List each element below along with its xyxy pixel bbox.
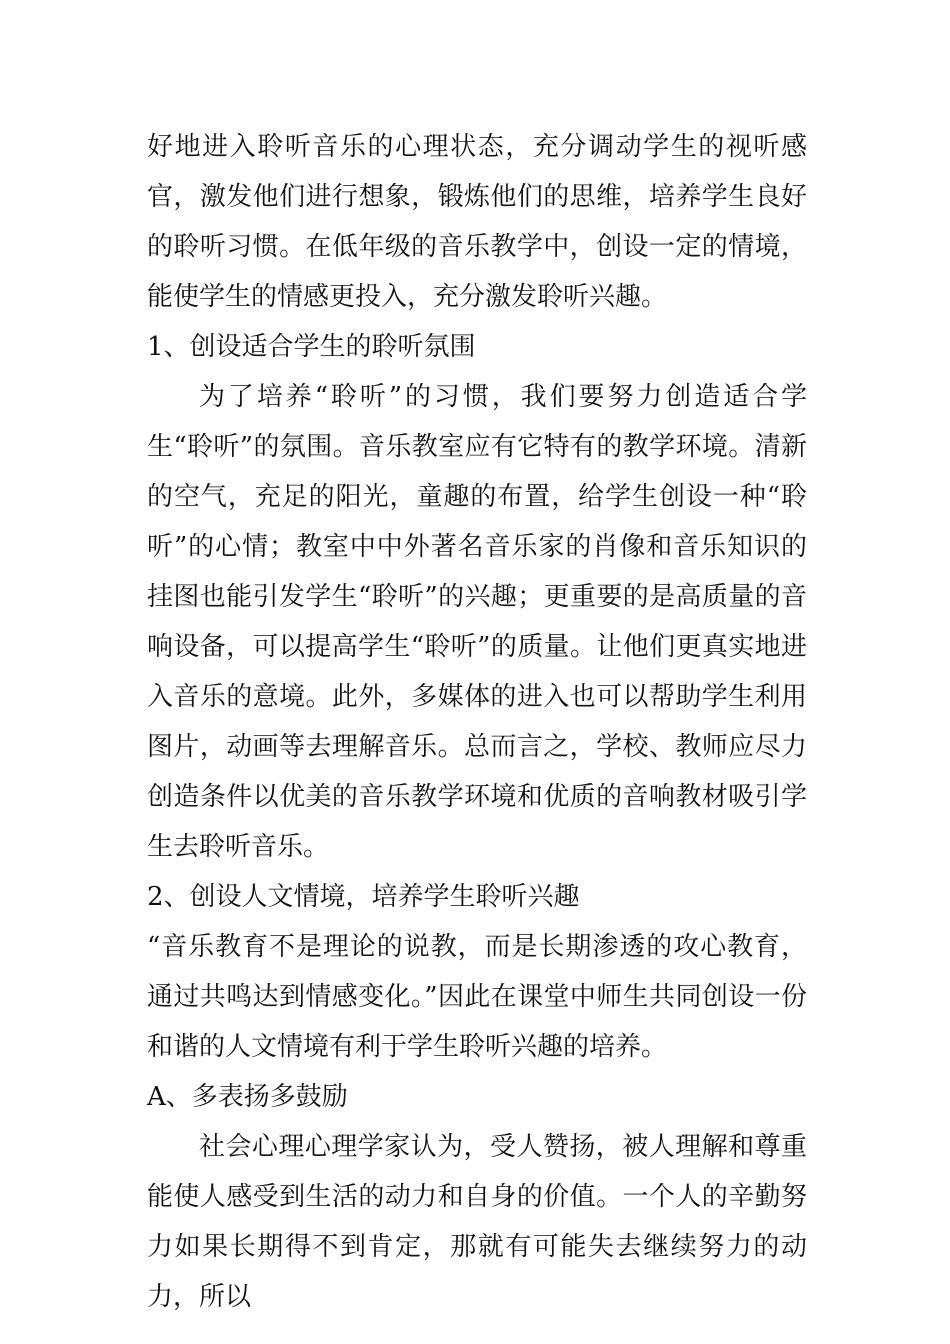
subheading-a: A、多表扬多鼓励 — [147, 1082, 348, 1112]
paragraph-praise: 社会心理心理学家认为，受人赞扬，被人理解和尊重能使人感受到生活的动力和自身的价值。一个人的辛勤努力如果长期得不到肯定，那就有可能失去继续努力的动力，所以 — [147, 1132, 807, 1312]
paragraph-continuation: 好地进入聆听音乐的心理状态，充分调动学生的视听感官，激发他们进行想象，锻炼他们的思维，培养学生良好的聆听习惯。在低年级的音乐教学中，创设一定的情境，能使学生的情感更投入，充分激发聆听兴趣。 — [147, 132, 807, 312]
section-heading-2: 2、创设人文情境，培养学生聆听兴趣 — [147, 882, 580, 912]
section-heading-1: 1、创设适合学生的聆听氛围 — [147, 332, 476, 362]
paragraph-atmosphere: 为了培养“聆听”的习惯，我们要努力创造适合学生“聆听”的氛围。音乐教室应有它特有的教学环境。清新的空气，充足的阳光，童趣的布置，给学生创设一种“聆听”的心情；教室中中外著名音乐家的肖像和音乐知识的挂图也能引发学生“聆听”的兴趣；更重要的是高质量的音响设备，可以提高学生“聆听”的质量。让他们更真实地进入音乐的意境。此外，多媒体的进入也可以帮助学生利用图片，动画等去理解音乐。总而言之，学校、教师应尽力创造条件以优美的音乐教学环境和优质的音响教材吸引学生去聆听音乐。 — [147, 382, 807, 862]
paragraph-quote: “音乐教育不是理论的说教，而是长期渗透的攻心教育，通过共鸣达到情感变化。”因此在课堂中师生共同创设一份和谐的人文情境有利于学生聆听兴趣的培养。 — [147, 932, 807, 1062]
document-body — [147, 122, 807, 1322]
